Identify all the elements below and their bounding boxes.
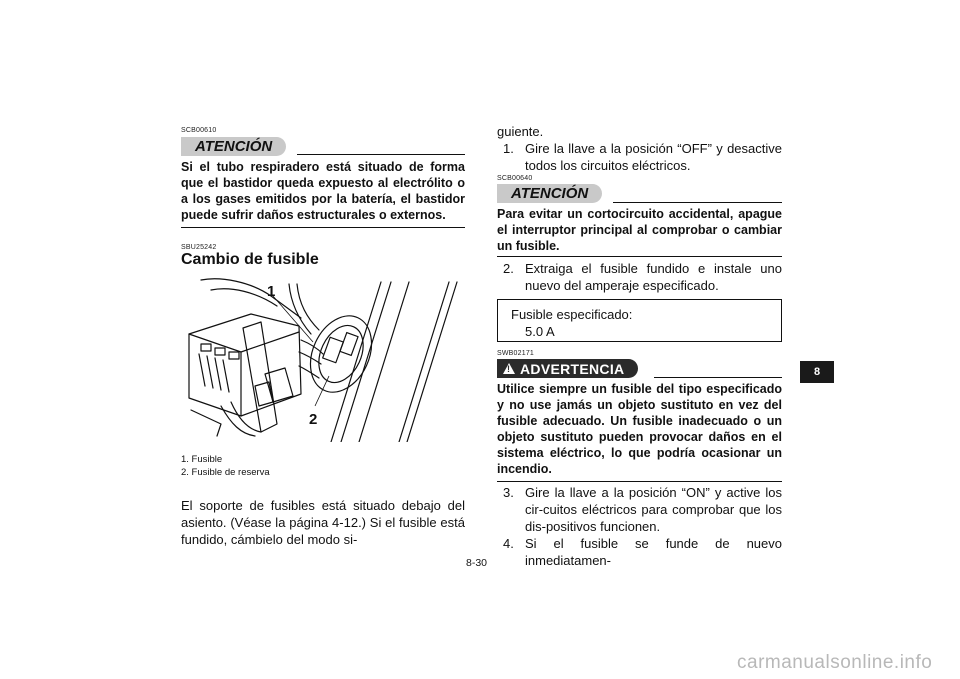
spec-label: Fusible especificado:	[511, 307, 633, 322]
step-1	[503, 140, 782, 174]
chapter-tab: 8	[800, 361, 834, 383]
step-text: Gire la llave a la posición “OFF” y desactive todos los circuitos eléctricos.	[525, 141, 782, 173]
warning-header-line	[654, 377, 782, 378]
caution2-header-line	[613, 202, 782, 203]
warning-code: SWB02171	[497, 350, 535, 357]
callout-2: 2	[309, 411, 318, 428]
step-number: 1.	[503, 141, 514, 156]
spec-box	[497, 299, 782, 342]
section-title: Cambio de fusible	[181, 251, 319, 268]
warning-label-pill	[497, 359, 638, 378]
warning-header	[497, 359, 638, 378]
warning-triangle-icon	[503, 363, 515, 374]
step-text: Si el fusible se funde de nuevo inmediatamen-	[525, 536, 782, 568]
caution2-text: Para evitar un cortocircuito accidental, apague el interruptor principal al comprobar o cambiar un fusible.	[497, 207, 782, 253]
warning-text: Utilice siempre un fusible del tipo especificado y no use jamás un objeto sustituto en vez del fusible adecuado. Un fusible inadecuado o un objeto sustituto pueden provocar daños en el sistema eléctrico, lo que podría ocasionar un incendio.	[497, 382, 782, 476]
caption-2: 2. Fusible de reserva	[181, 467, 270, 478]
body-paragraph: El soporte de fusibles está situado debajo del asiento. (Véase la página 4-12.) Si el fusible está fundido, cámbielo del modo si-	[181, 498, 465, 547]
step-number: 3.	[503, 485, 514, 500]
page-number: 8-30	[466, 557, 488, 569]
step-number: 2.	[503, 261, 514, 276]
caution-header-line	[297, 154, 465, 155]
caution2-label: ATENCIÓN	[497, 184, 602, 203]
caution-header	[181, 137, 286, 156]
spec-value: 5.0 A	[525, 324, 555, 339]
warning-bottom-rule	[497, 481, 782, 482]
caution2-header	[497, 184, 602, 203]
step-number: 4.	[503, 536, 514, 551]
caution-bottom-rule	[181, 227, 465, 228]
section-code: SBU25242	[181, 244, 217, 251]
step-2	[503, 260, 782, 294]
watermark: carmanualsonline.info	[737, 652, 933, 673]
callout-1: 1	[267, 283, 276, 300]
caution-text: Si el tubo respiradero está situado de forma que el bastidor queda expuesto al electrólito o a los gases emitidos por la batería, el bastidor puede sufrir daños estructurales o externos.	[181, 160, 465, 222]
fuse-illustration	[181, 274, 465, 442]
caution2-bottom-rule	[497, 256, 782, 257]
fuse-drawing	[181, 274, 465, 442]
warning-label: ADVERTENCIA	[520, 360, 625, 377]
caution2-code: SCB00640	[497, 175, 533, 182]
step-4	[503, 535, 782, 568]
step-text: Extraiga el fusible fundido e instale uno nuevo del amperaje especificado.	[525, 261, 782, 293]
continuation-text: guiente.	[497, 124, 544, 139]
step-3	[503, 484, 782, 535]
caution-code: SCB00610	[181, 127, 217, 134]
caution-label: ATENCIÓN	[181, 137, 286, 156]
step-text: Gire la llave a la posición “ON” y active los cir-cuitos eléctricos para comprobar que los dis-positivos funcionen.	[525, 485, 782, 534]
caption-1: 1. Fusible	[181, 454, 223, 465]
